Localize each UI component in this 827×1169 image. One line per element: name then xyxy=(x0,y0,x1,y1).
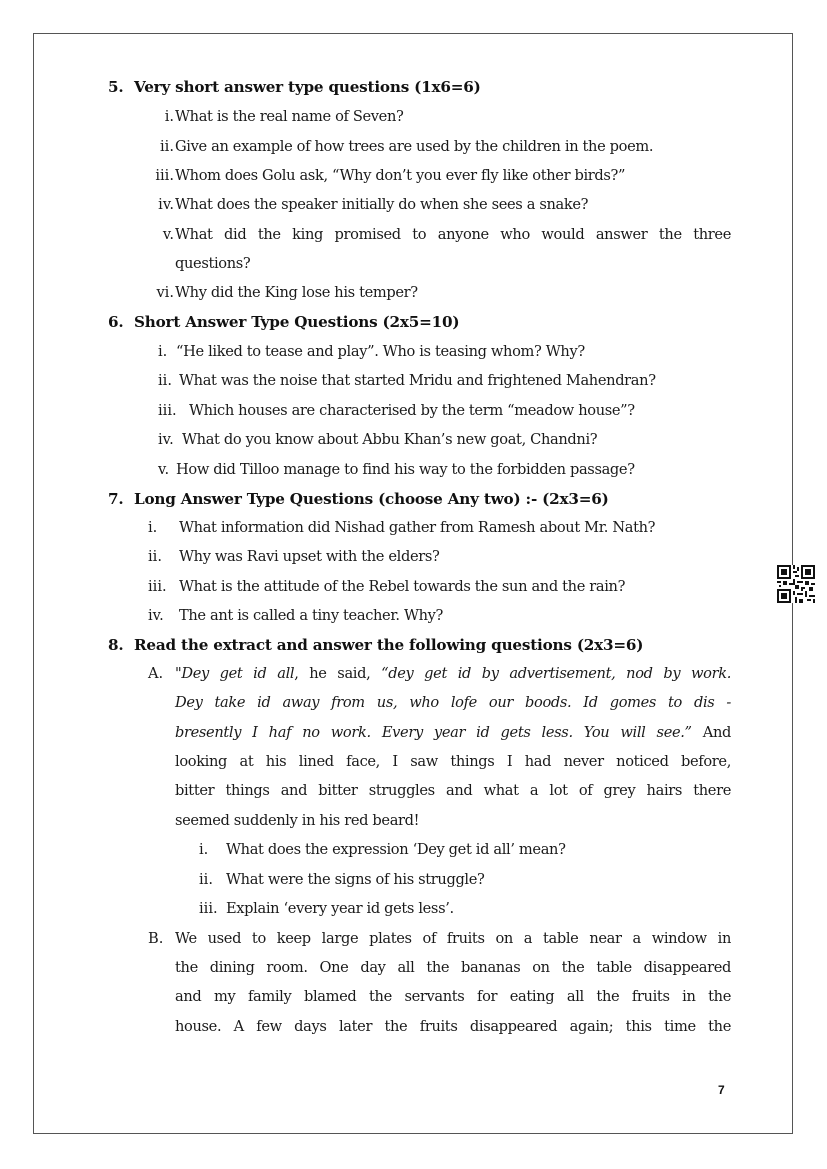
section-title: Read the extract and answer the following questions (2x3=6) xyxy=(134,636,644,654)
list-marker: vi. xyxy=(156,284,174,301)
section-5-heading xyxy=(108,78,481,96)
section-title: Long Answer Type Questions (choose Any two) :- (2x3=6) xyxy=(134,490,609,508)
question-item: What does the speaker initially do when she sees a snake? xyxy=(175,196,589,213)
extract-quote: “dey get id by advertisement, nod by work. xyxy=(381,665,731,682)
extract-b-line: and my family blamed the servants for eating all the fruits in the xyxy=(175,988,731,1005)
section-6-heading xyxy=(108,313,459,331)
extract-marker: B. xyxy=(148,930,164,947)
list-marker: iv. xyxy=(158,431,174,448)
list-marker: iv. xyxy=(148,607,164,624)
question-item: What does the expression ‘Dey get id all’ mean? xyxy=(226,841,566,858)
extract-text: And xyxy=(691,724,731,741)
extract-a-line: Dey take id away from us, who lofe our boods. Id gomes to dis - xyxy=(175,694,731,711)
list-marker: i. xyxy=(158,343,168,360)
extract-text: , he said, xyxy=(294,665,382,682)
question-item: Why did the King lose his temper? xyxy=(175,284,418,301)
list-marker: i. xyxy=(199,841,209,858)
question-item: What were the signs of his struggle? xyxy=(226,871,485,888)
qr-code-icon xyxy=(777,565,815,603)
list-marker: iii. xyxy=(155,167,174,184)
list-marker: iii. xyxy=(158,402,177,419)
list-marker: v. xyxy=(158,461,170,478)
question-item: The ant is called a tiny teacher. Why? xyxy=(179,607,444,624)
question-item: Which houses are characterised by the term “meadow house”? xyxy=(189,402,635,419)
list-marker: i. xyxy=(164,108,174,125)
extract-a-line: looking at his lined face, I saw things I had never noticed before, xyxy=(175,753,731,770)
question-item-continuation: questions? xyxy=(175,255,251,272)
question-item: What is the attitude of the Rebel towards the sun and the rain? xyxy=(179,578,626,595)
question-item: What do you know about Abbu Khan’s new goat, Chandni? xyxy=(182,431,598,448)
extract-a-line xyxy=(175,665,731,682)
extract-quote: "Dey get id all xyxy=(175,665,295,682)
list-marker: i. xyxy=(148,519,158,536)
section-8-heading xyxy=(108,636,643,654)
extract-b-line: the dining room. One day all the bananas on the table disappeared xyxy=(175,959,731,976)
extract-a-line: seemed suddenly in his red beard! xyxy=(175,812,420,829)
extract-b-line: We used to keep large plates of fruits on a table near a window in xyxy=(175,930,731,947)
question-item: Give an example of how trees are used by the children in the poem. xyxy=(175,138,654,155)
question-item: Why was Ravi upset with the elders? xyxy=(179,548,440,565)
page-number: 7 xyxy=(718,1083,725,1097)
question-item: How did Tilloo manage to find his way to the forbidden passage? xyxy=(176,461,635,478)
question-item: What did the king promised to anyone who would answer the three xyxy=(175,226,731,243)
extract-marker: A. xyxy=(148,665,164,682)
extract-a-line: bitter things and bitter struggles and what a lot of grey hairs there xyxy=(175,782,731,799)
section-title: Short Answer Type Questions (2x5=10) xyxy=(134,313,460,331)
question-item: Whom does Golu ask, “Why don’t you ever fly like other birds?” xyxy=(175,167,626,184)
list-marker: iii. xyxy=(199,900,218,917)
list-marker: iii. xyxy=(148,578,167,595)
section-7-heading xyxy=(108,490,609,508)
list-marker: iv. xyxy=(158,196,174,213)
extract-quote: bresently I haf no work. Every year id gets less. You will see.” xyxy=(175,724,692,741)
extract-b-line: house. A few days later the fruits disappeared again; this time the xyxy=(175,1018,731,1035)
section-number: 8. xyxy=(108,636,124,654)
question-item: What is the real name of Seven? xyxy=(175,108,404,125)
question-item: Explain ‘every year id gets less’. xyxy=(226,900,454,917)
section-number: 7. xyxy=(108,490,124,508)
list-marker: ii. xyxy=(158,372,172,389)
list-marker: ii. xyxy=(199,871,213,888)
question-item: What information did Nishad gather from Ramesh about Mr. Nath? xyxy=(179,519,656,536)
section-number: 6. xyxy=(108,313,124,331)
list-marker: ii. xyxy=(160,138,174,155)
list-marker: v. xyxy=(162,226,174,243)
question-item: “He liked to tease and play”. Who is teasing whom? Why? xyxy=(176,343,585,360)
question-item: What was the noise that started Mridu and frightened Mahendran? xyxy=(179,372,656,389)
section-title: Very short answer type questions (1x6=6) xyxy=(134,78,481,96)
list-marker: ii. xyxy=(148,548,162,565)
section-number: 5. xyxy=(108,78,124,96)
extract-a-line xyxy=(175,724,731,741)
